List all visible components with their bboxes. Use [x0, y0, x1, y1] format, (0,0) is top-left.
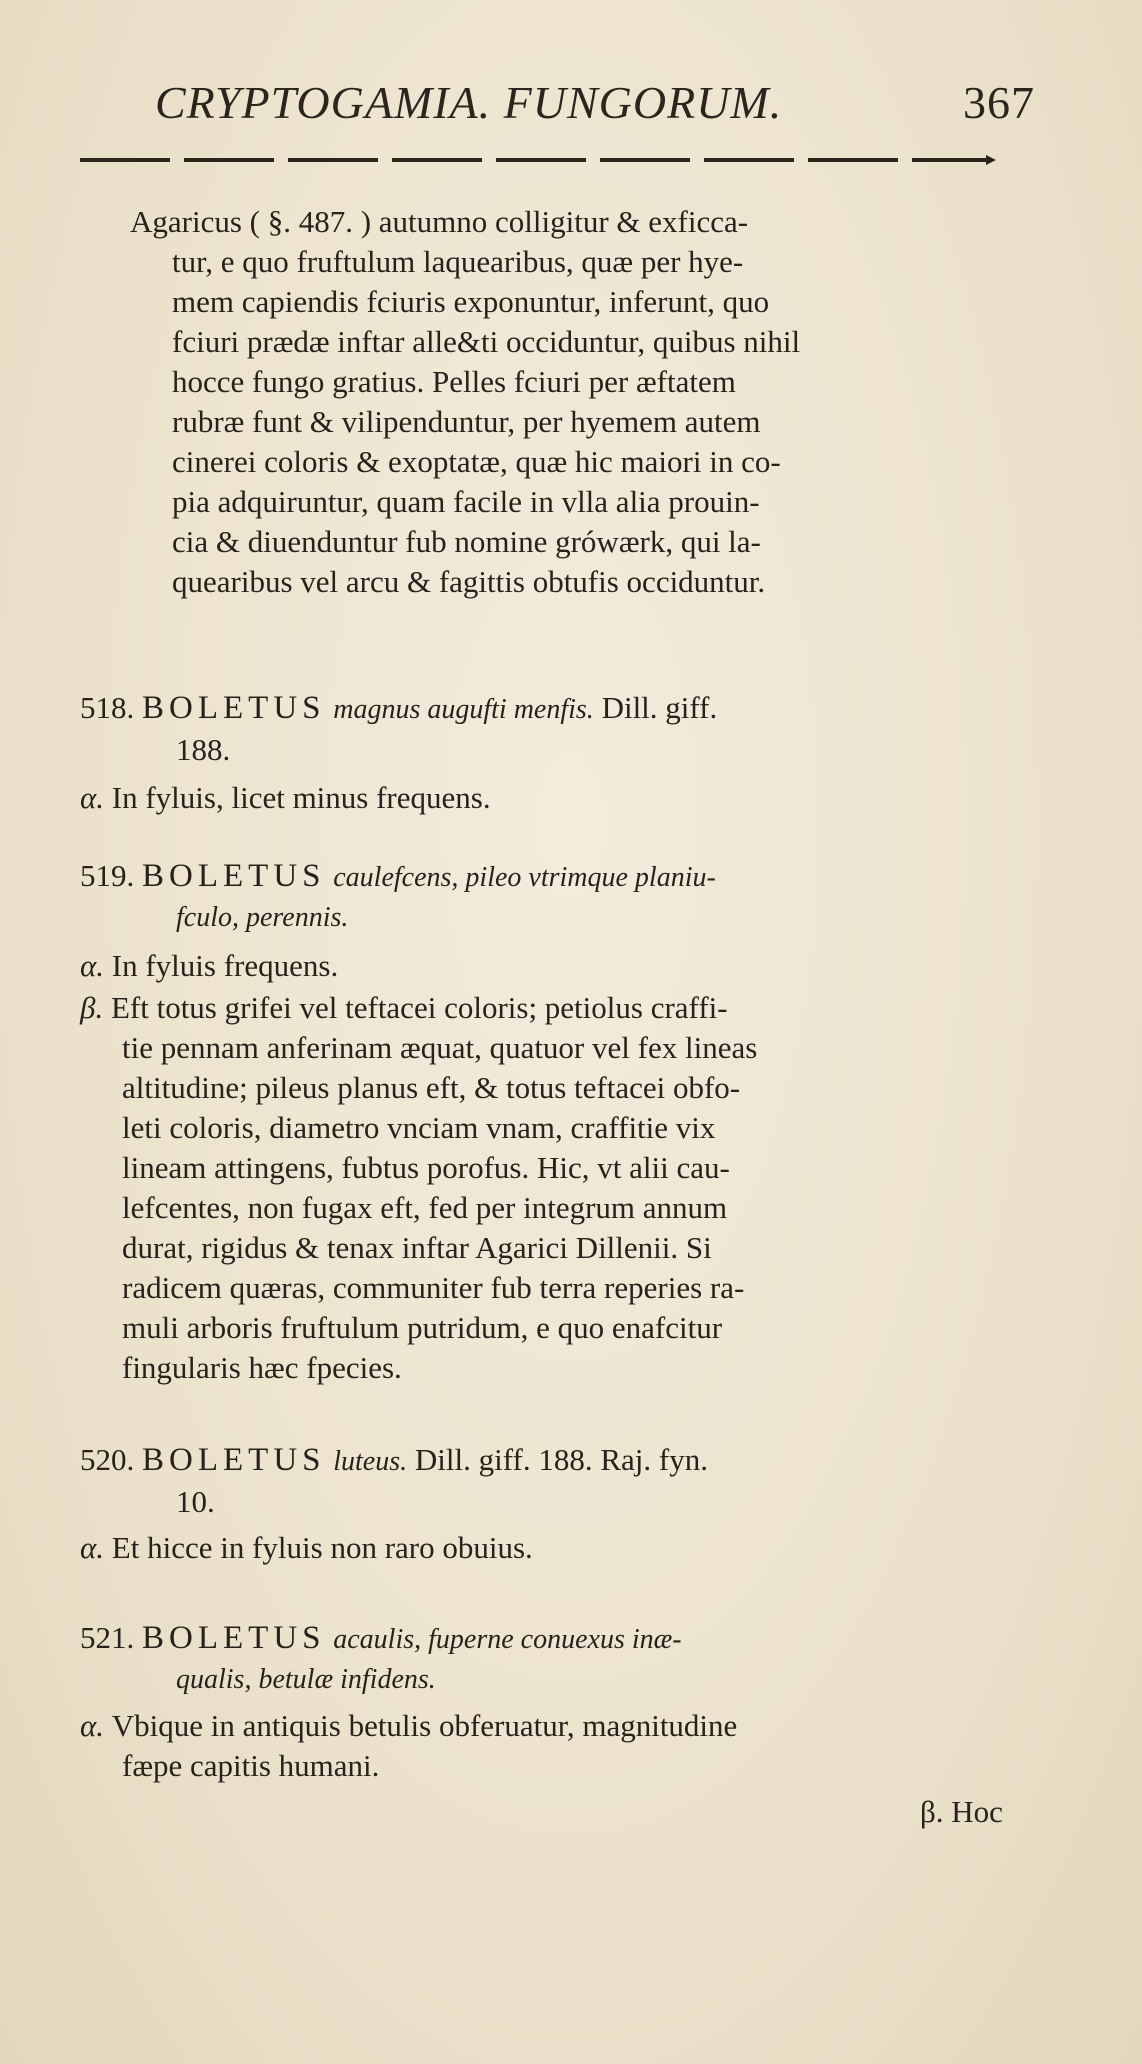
text-line: muli arboris fruftulum putridum, e quo enafcitur	[122, 1310, 723, 1345]
text-line: lefcentes, non fugax eft, fed per integrum annum	[122, 1190, 728, 1225]
text-line: fciuri prædæ inftar alle&ti occiduntur, quibus nihil	[172, 324, 801, 359]
text-line: lineam attingens, fubtus porofus. Hic, vt alii cau-	[122, 1150, 730, 1185]
observation	[80, 1706, 1060, 1786]
text-line: Agaricus ( §. 487. ) autumno colligitur & exficca-	[130, 204, 749, 239]
entry-number: 521.	[80, 1620, 135, 1655]
reference: Dill. giff.	[601, 690, 718, 725]
observation-marker: α.	[80, 948, 105, 983]
genus-name: BOLETUS	[142, 690, 326, 726]
entry-continuation: qualis, betulæ infidens.	[176, 1664, 436, 1695]
text-line: tur, e quo fruftulum laquearibus, quæ per hye-	[172, 244, 744, 279]
observation-marker: α.	[80, 780, 105, 815]
species-entry	[80, 688, 1060, 770]
observation	[80, 946, 1060, 986]
entry-continuation: 10.	[176, 1484, 215, 1519]
species-epithet: caulefcens, pileo vtrimque planiu-	[333, 862, 716, 893]
genus-name: BOLETUS	[142, 858, 326, 894]
observation-marker: α.	[80, 1530, 105, 1565]
intro-paragraph	[130, 202, 1050, 602]
text-line: cia & diuenduntur fub nomine grówærk, qui la-	[172, 524, 761, 559]
page-number: 367	[963, 77, 1035, 128]
text-line: Et hicce in fyluis non raro obuius.	[111, 1530, 533, 1565]
reference: Dill. giff. 188. Raj. fyn.	[414, 1442, 708, 1477]
entry-number: 519.	[80, 858, 135, 893]
text-line: fingularis hæc fpecies.	[122, 1350, 402, 1385]
species-epithet: luteus.	[333, 1446, 408, 1477]
observation-marker: β.	[80, 990, 104, 1025]
species-epithet: acaulis, fuperne conuexus inæ-	[333, 1624, 682, 1655]
text-line: rubræ funt & vilipenduntur, per hyemem autem	[172, 404, 761, 439]
running-title: CRYPTOGAMIA. FUNGORUM.	[155, 77, 783, 128]
text-line: tie pennam anferinam æquat, quatuor vel fex lineas	[122, 1030, 758, 1065]
text-line: mem capiendis fciuris exponuntur, inferunt, quo	[172, 284, 770, 319]
genus-name: BOLETUS	[142, 1442, 326, 1478]
running-header	[155, 76, 1035, 136]
catchword: β. Hoc	[920, 1794, 1003, 1829]
text-line: leti coloris, diametro vnciam vnam, craffitie vix	[122, 1110, 716, 1145]
text-line: hocce fungo gratius. Pelles fciuri per æftatem	[172, 364, 736, 399]
text-line: cinerei coloris & exoptatæ, quæ hic maiori in co-	[172, 444, 781, 479]
species-entry	[80, 1618, 1060, 1700]
text-line: altitudine; pileus planus eft, & totus teftacei obfo-	[122, 1070, 741, 1105]
observation	[80, 778, 1060, 818]
observation	[80, 1528, 1060, 1568]
header-rule	[80, 158, 992, 162]
text-line: pia adquiruntur, quam facile in vlla alia prouin-	[172, 484, 760, 519]
text-line: durat, rigidus & tenax inftar Agarici Dillenii. Si	[122, 1230, 712, 1265]
observation-marker: α.	[80, 1708, 105, 1743]
species-entry	[80, 1440, 1060, 1522]
text-line: radicem quæras, communiter fub terra reperies ra-	[122, 1270, 745, 1305]
species-entry	[80, 856, 1060, 938]
text-line: Eft totus grifei vel teftacei coloris; petiolus craffi-	[110, 990, 728, 1025]
entry-continuation: 188.	[176, 732, 231, 767]
text-line: In fyluis, licet minus frequens.	[111, 780, 491, 815]
species-epithet: magnus augufti menfis.	[333, 694, 594, 725]
text-line: quearibus vel arcu & fagittis obtufis occiduntur.	[172, 564, 766, 599]
text-line: Vbique in antiquis betulis obferuatur, magnitudine	[111, 1708, 738, 1743]
entry-continuation: fculo, perennis.	[176, 902, 349, 933]
entry-number: 520.	[80, 1442, 135, 1477]
observation	[80, 988, 1060, 1388]
text-line: fæpe capitis humani.	[122, 1748, 380, 1783]
entry-number: 518.	[80, 690, 135, 725]
text-line: In fyluis frequens.	[111, 948, 339, 983]
genus-name: BOLETUS	[142, 1620, 326, 1656]
